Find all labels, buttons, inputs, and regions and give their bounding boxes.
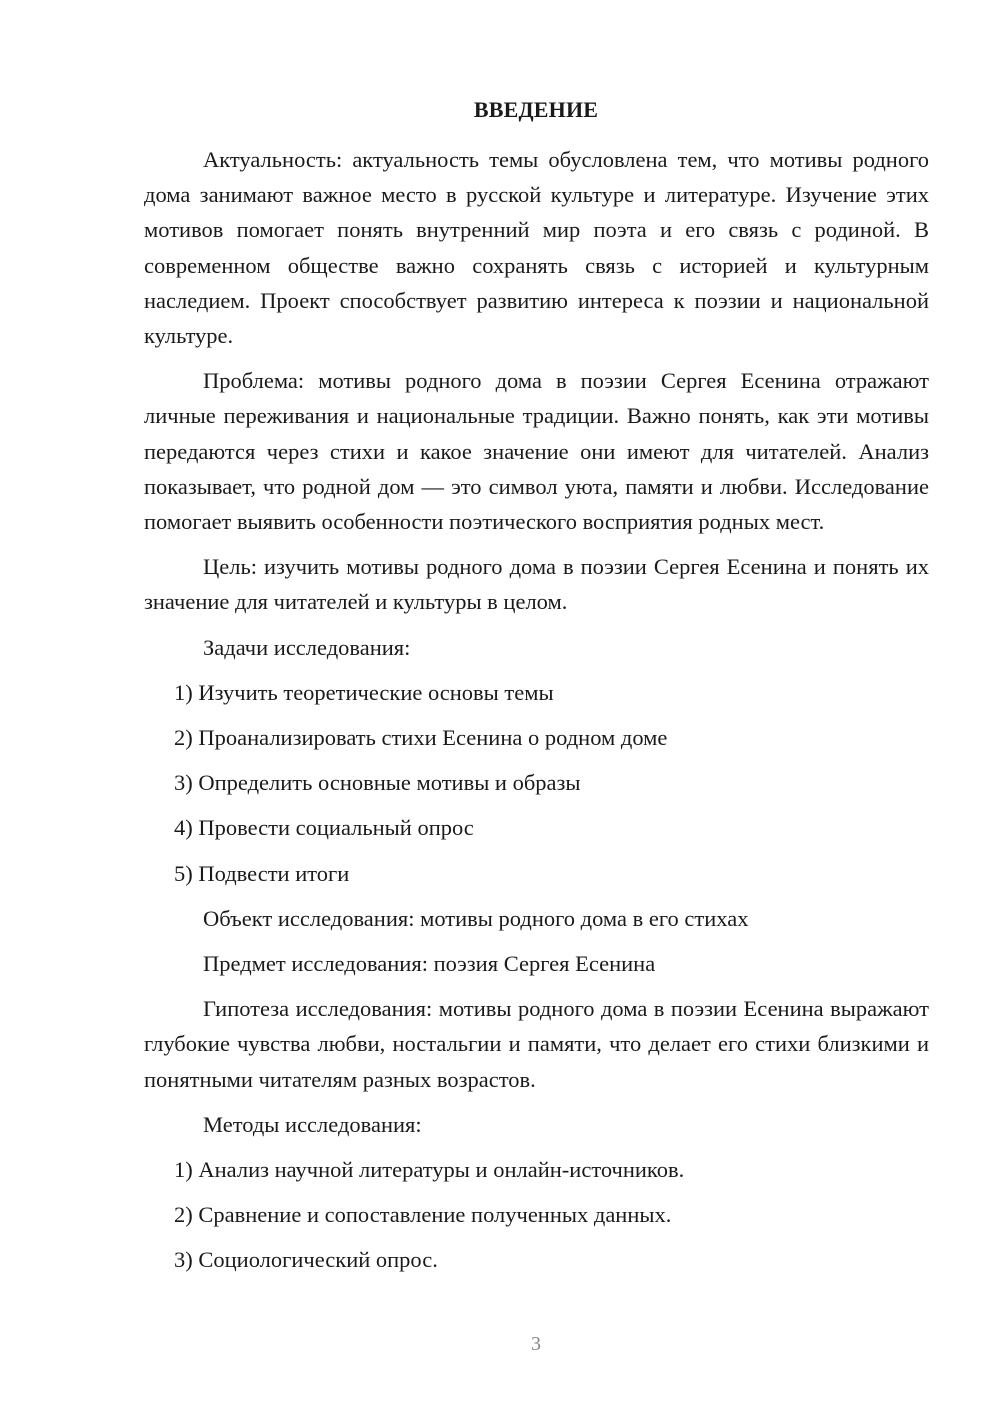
page-number: 3 — [531, 1333, 541, 1355]
method-item: 3) Социологический опрос. — [174, 1247, 438, 1273]
methods-heading: Методы исследования: — [203, 1111, 422, 1137]
problem-paragraph: Проблема: мотивы родного дома в поэзии Сергея Есенина отражают личные переживания и национальные традиции. Важно понять, как эти мотивы передаются через стихи и какое значение они имеют для читателей. Анализ показывает, что родной дом — это символ уюта, памяти и любви. Исследование помогает выявить особенности поэтического восприятия родных мест. — [144, 368, 929, 535]
hypothesis-paragraph: Гипотеза исследования: мотивы родного дома в поэзии Есенина выражают глубокие чувства любви, ностальгии и памяти, что делает его стихи близкими и понятными читателям разных возрастов. — [144, 996, 929, 1092]
document-body — [144, 142, 929, 1288]
task-item: 1) Изучить теоретические основы темы — [174, 679, 554, 705]
method-item: 2) Сравнение и сопоставление полученных данных. — [174, 1202, 672, 1228]
task-item: 5) Подвести итоги — [174, 860, 350, 886]
task-item: 3) Определить основные мотивы и образы — [174, 770, 581, 796]
task-item: 4) Провести социальный опрос — [174, 815, 474, 841]
method-item: 1) Анализ научной литературы и онлайн-источников. — [174, 1157, 685, 1183]
task-item: 2) Проанализировать стихи Есенина о родном доме — [174, 725, 668, 751]
tasks-heading: Задачи исследования: — [203, 634, 411, 660]
object-line: Объект исследования: мотивы родного дома в его стихах — [203, 905, 749, 931]
goal-paragraph: Цель: изучить мотивы родного дома в поэзии Сергея Есенина и понять их значение для читателей и культуры в целом. — [144, 554, 929, 615]
subject-line: Предмет исследования: поэзия Сергея Есенина — [203, 951, 656, 977]
relevance-paragraph: Актуальность: актуальность темы обусловлена тем, что мотивы родного дома занимают важное место в русской культуре и литературе. Изучение этих мотивов помогает понять внутренний мир поэта и его связь с родиной. В современном обществе важно сохранять связь с историей и культурным наследием. Проект способствует развитию интереса к поэзии и национальной культуре. — [144, 147, 929, 349]
section-title: ВВЕДЕНИЕ — [473, 97, 599, 122]
